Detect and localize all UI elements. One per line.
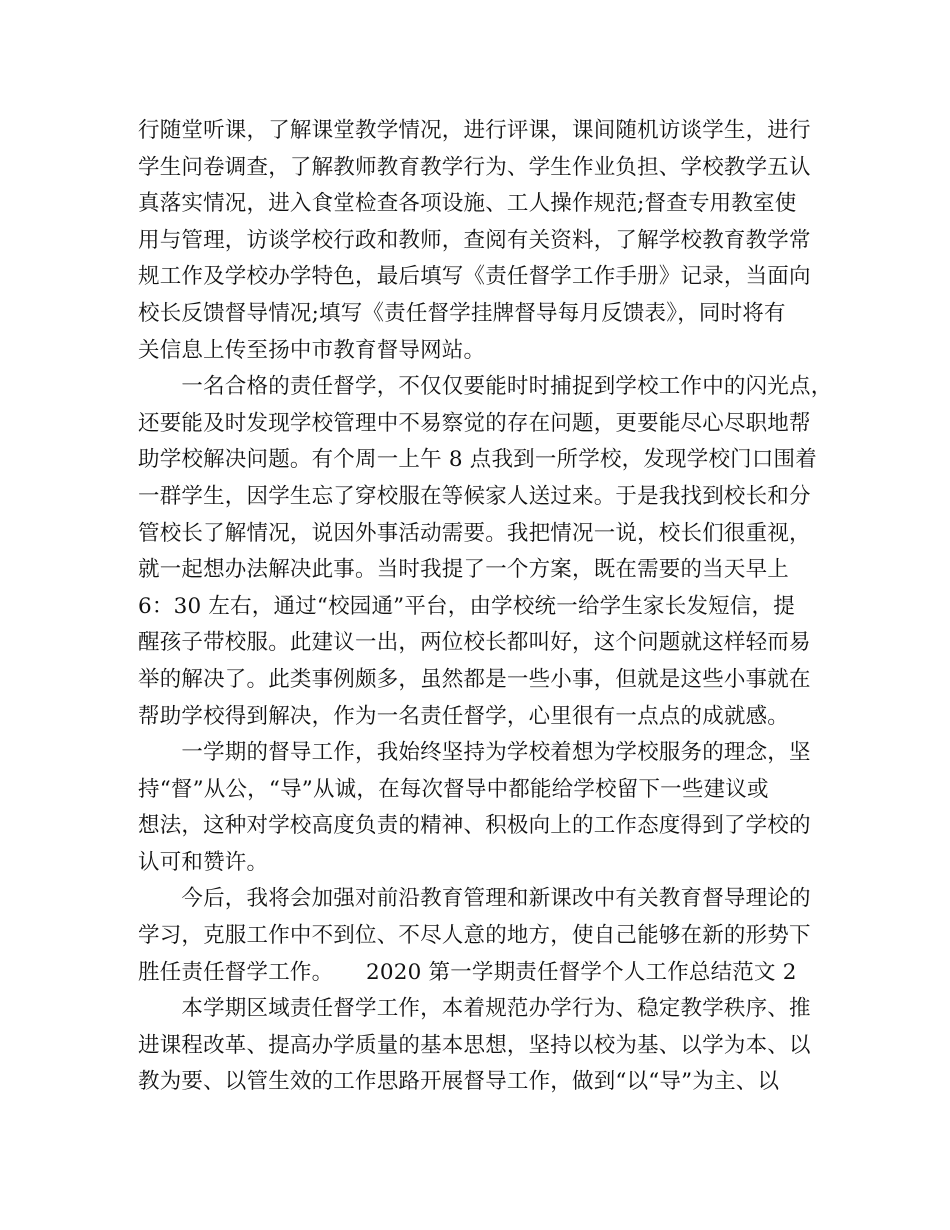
document-body (138, 113, 833, 1101)
text-line: 关信息上传至扬中市教育督导网站。 (138, 337, 486, 363)
text-line: 学生问卷调查，了解教师教育教学行为、学生作业负担、学校教学五认 (138, 154, 811, 180)
text-line: 就一起想办法解决此事。当时我提了一个方案，既在需要的当天早上 (138, 557, 790, 583)
text-line: 进课程改革、提高办学质量的基本思想，坚持以校为基、以学为本、以 (138, 1032, 811, 1058)
text-line: 醒孩子带校服。此建议一出，两位校长都叫好，这个问题就这样轻而易 (138, 630, 811, 656)
text-line: 学习，克服工作中不到位、不尽人意的地方，使自己能够在新的形势下 (138, 923, 811, 949)
text-line: 还要能及时发现学校管理中不易察觉的存在问题，更要能尽心尽职地帮 (138, 410, 811, 436)
text-line: 今后，我将会加强对前沿教育管理和新课改中有关教育督导理论的 (138, 886, 811, 912)
text-line: 教为要、以管生效的工作思路开展督导工作，做到“以“导”为主、以 (138, 1069, 780, 1095)
text-line: 一名合格的责任督学，不仅仅要能时时捕捉到学校工作中的闪光点， (138, 374, 833, 400)
text-line: 一群学生，因学生忘了穿校服在等候家人送过来。于是我找到校长和分 (138, 483, 811, 509)
text-line: 帮助学校得到解决，作为一名责任督学，心里很有一点点的成就感。 (138, 703, 790, 729)
text-line: 行随堂听课，了解课堂教学情况，进行评课，课间随机访谈学生，进行 (138, 118, 811, 143)
text-line: 胜任责任督学工作。 2020 第一学期责任督学个人工作总结范文 2 (138, 959, 797, 985)
text-line: 助学校解决问题。有个周一上午 8 点我到一所学校，发现学校门口围着 (138, 447, 817, 473)
text-line: 本学期区域责任督学工作，本着规范办学行为、稳定教学秩序、推 (138, 996, 811, 1022)
text-line: 一学期的督导工作，我始终坚持为学校着想为学校服务的理念，坚 (138, 740, 811, 766)
text-line: 认可和赞许。 (138, 849, 269, 875)
text-line: 持“督”从公，“导”从诚，在每次督导中都能给学校留下一些建议或 (138, 776, 769, 802)
text-line: 管校长了解情况，说因外事活动需要。我把情况一说，校长们很重视， (138, 520, 811, 546)
text-line: 举的解决了。此类事例颇多，虽然都是一些小事，但就是这些小事就在 (138, 666, 811, 692)
text-line: 6：30 左右，通过“校园通”平台，由学校统一给学生家长发短信，提 (138, 593, 795, 619)
text-line: 用与管理，访谈学校行政和教师，查阅有关资料，了解学校教育教学常 (138, 227, 811, 253)
text-line: 想法，这种对学校高度负责的精神、积极向上的工作态度得到了学校的 (138, 813, 811, 839)
text-line: 真落实情况，进入食堂检查各项设施、工人操作规范;督查专用教室使 (138, 191, 797, 217)
text-line: 校长反馈督导情况;填写《责任督学挂牌督导每月反馈表》，同时将有 (138, 300, 786, 326)
text-line: 规工作及学校办学特色，最后填写《责任督学工作手册》记录，当面向 (138, 264, 811, 290)
